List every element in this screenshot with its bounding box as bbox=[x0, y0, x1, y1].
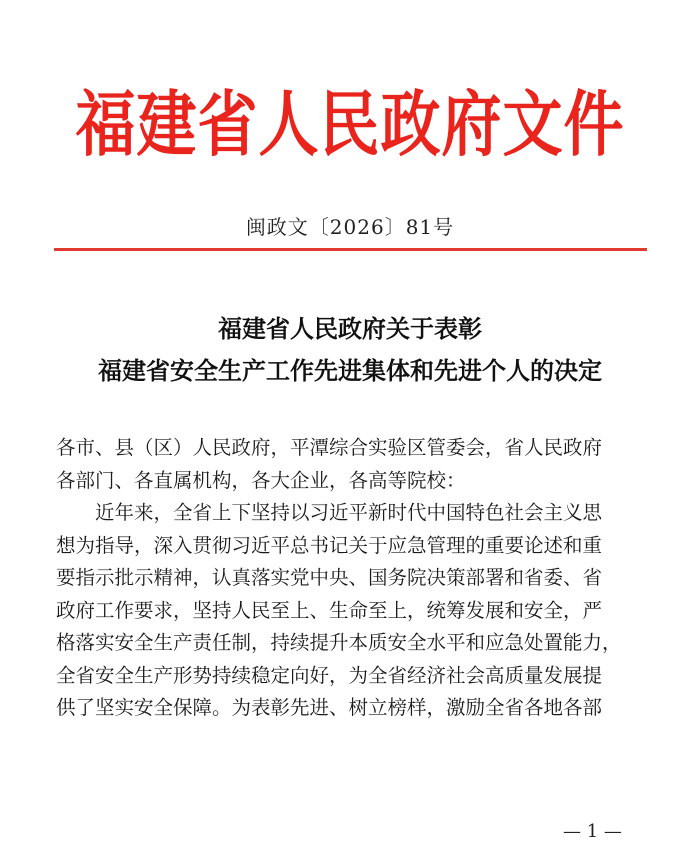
body-paragraph-line: 想为指导，深入贯彻习近平总书记关于应急管理的重要论述和重 bbox=[56, 533, 603, 557]
addressee-line: 各市、县（区）人民政府，平潭综合实验区管委会，省人民政府 bbox=[56, 436, 603, 459]
body-paragraph-line: 近年来，全省上下坚持以习近平新时代中国特色社会主义思 bbox=[95, 501, 603, 524]
document-number: 闽政文〔2026〕81号 bbox=[245, 215, 455, 239]
document-masthead: 福建省人民政府文件 bbox=[75, 83, 625, 167]
body-paragraph-line: 要指示批示精神，认真落实党中央、国务院决策部署和省委、省 bbox=[56, 566, 603, 589]
body-paragraph-line: 格落实安全生产责任制，持续提升本质安全水平和应急处置能力， bbox=[56, 631, 622, 654]
page-number: — 1 — bbox=[563, 821, 622, 842]
title-line: 福建省安全生产工作先进集体和先进个人的决定 bbox=[98, 356, 602, 385]
addressee-line: 各部门、各直属机构，各大企业，各高等院校： bbox=[56, 468, 466, 492]
body-paragraph-line: 政府工作要求，坚持人民至上、生命至上，统筹发展和安全，严 bbox=[56, 598, 603, 622]
document-title bbox=[40, 308, 660, 392]
title-line: 福建省人民政府关于表彰 bbox=[218, 314, 482, 343]
document-body bbox=[56, 432, 646, 725]
body-paragraph-line: 供了坚实安全保障。为表彰先进、树立榜样，激励全省各地各部 bbox=[56, 696, 603, 719]
red-separator-rule bbox=[54, 248, 647, 251]
body-paragraph-line: 全省安全生产形势持续稳定向好，为全省经济社会高质量发展提 bbox=[56, 663, 603, 687]
